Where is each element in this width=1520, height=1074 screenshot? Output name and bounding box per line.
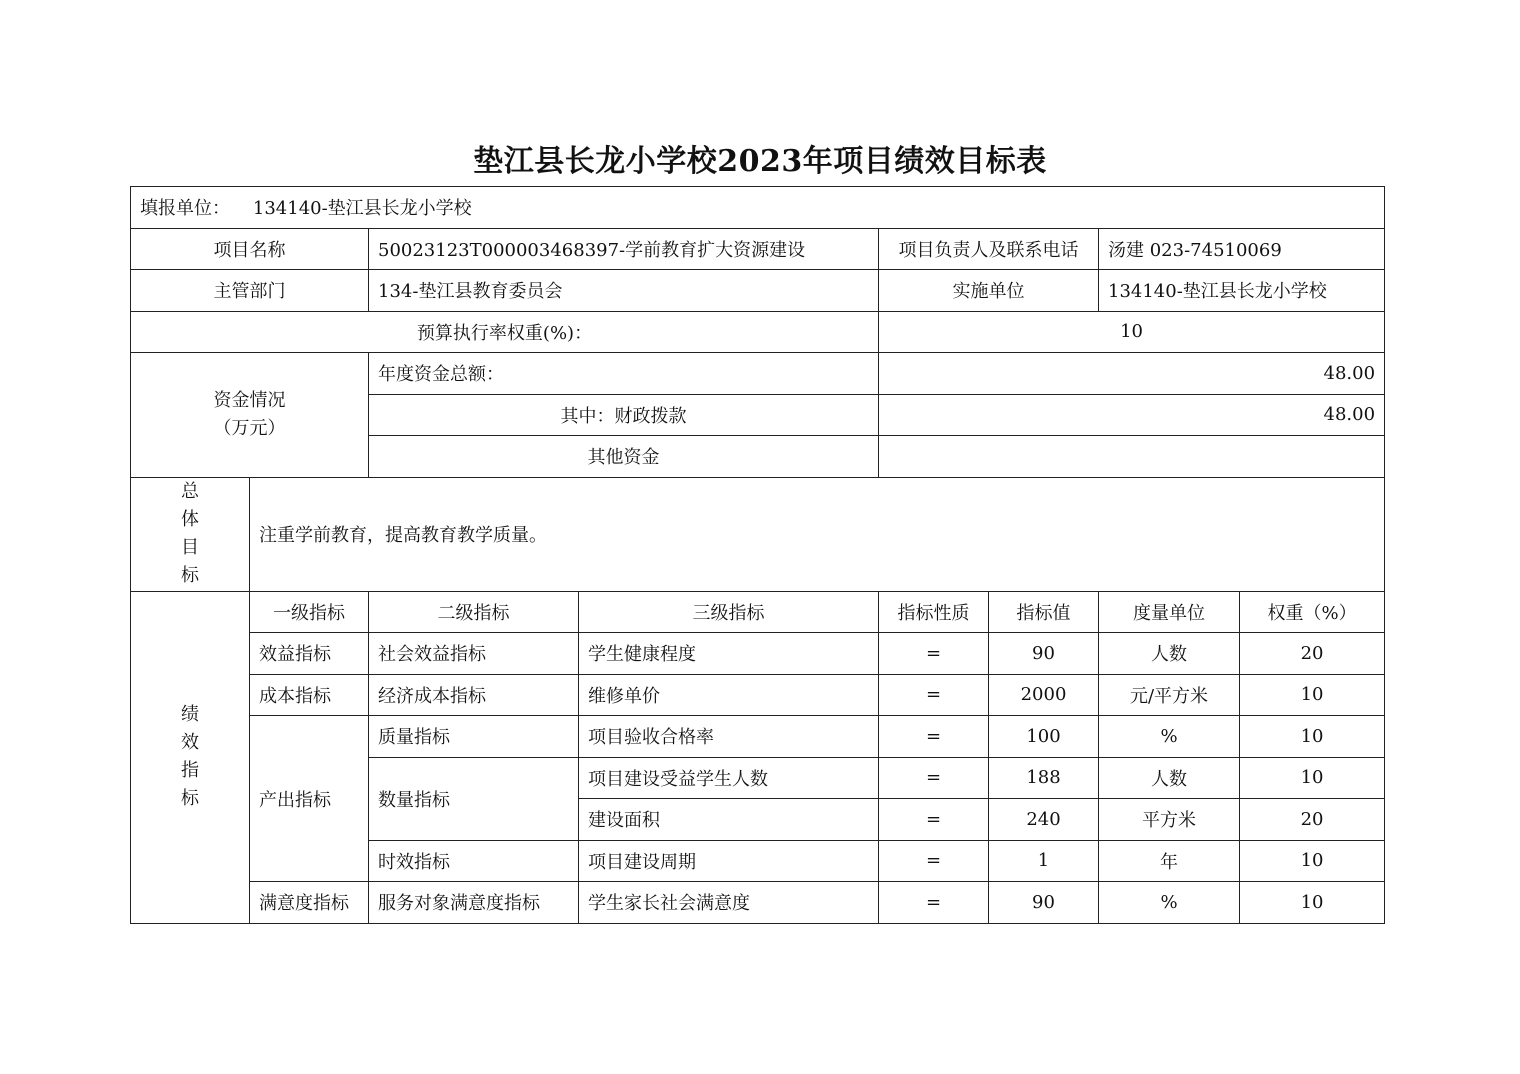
header-level1: 一级指标 <box>250 591 369 633</box>
budget-weight-value: 10 <box>879 311 1385 353</box>
indicator-nature: = <box>879 716 989 758</box>
indicator-name: 项目建设周期 <box>579 840 879 882</box>
indicator-nature: = <box>879 882 989 924</box>
indicator-name: 学生家长社会满意度 <box>579 882 879 924</box>
goal-label-char: 目 <box>181 537 199 558</box>
indicator-unit: 人数 <box>1099 633 1240 675</box>
header-level2: 二级指标 <box>369 591 579 633</box>
indicator-nature: = <box>879 840 989 882</box>
level2-cell: 经济成本指标 <box>369 674 579 716</box>
dept-value: 134-垫江县教育委员会 <box>369 270 879 312</box>
header-nature: 指标性质 <box>879 591 989 633</box>
perf-label-char: 标 <box>181 788 199 809</box>
funds-other-value <box>879 436 1385 478</box>
goal-row <box>131 477 1385 591</box>
header-value: 指标值 <box>989 591 1099 633</box>
indicator-weight: 10 <box>1240 716 1385 758</box>
goal-label <box>131 477 250 591</box>
level2-cell: 数量指标 <box>369 757 579 840</box>
table-row <box>131 633 1385 675</box>
goal-label-char: 总 <box>181 481 199 502</box>
funds-other-label: 其他资金 <box>369 436 879 478</box>
indicator-weight: 10 <box>1240 882 1385 924</box>
funds-total-row <box>131 353 1385 395</box>
project-owner-label: 项目负责人及联系电话 <box>879 228 1099 270</box>
level2-cell: 社会效益指标 <box>369 633 579 675</box>
funds-fiscal-value: 48.00 <box>879 394 1385 436</box>
indicator-value: 2000 <box>989 674 1099 716</box>
level1-cell: 效益指标 <box>250 633 369 675</box>
perf-header-row <box>131 591 1385 633</box>
indicator-name: 项目建设受益学生人数 <box>579 757 879 799</box>
filler-cell <box>131 187 1385 229</box>
indicator-value: 90 <box>989 633 1099 675</box>
indicator-weight: 10 <box>1240 674 1385 716</box>
indicator-value: 90 <box>989 882 1099 924</box>
level2-cell: 服务对象满意度指标 <box>369 882 579 924</box>
impl-unit-label: 实施单位 <box>879 270 1099 312</box>
indicator-weight: 20 <box>1240 633 1385 675</box>
level1-cell: 满意度指标 <box>250 882 369 924</box>
goal-label-char: 标 <box>181 565 199 586</box>
perf-label-char: 绩 <box>181 704 199 725</box>
indicator-unit: 平方米 <box>1099 799 1240 841</box>
funds-total-value: 48.00 <box>879 353 1385 395</box>
indicator-value: 188 <box>989 757 1099 799</box>
level2-cell: 时效指标 <box>369 840 579 882</box>
indicator-nature: = <box>879 799 989 841</box>
funds-label-line1: 资金情况 <box>213 389 286 411</box>
filler-label: 填报单位： <box>140 198 230 220</box>
level1-cell: 成本指标 <box>250 674 369 716</box>
goal-text: 注重学前教育，提高教育教学质量。 <box>250 477 1385 591</box>
indicator-weight: 10 <box>1240 840 1385 882</box>
dept-row <box>131 270 1385 312</box>
indicator-unit: 人数 <box>1099 757 1240 799</box>
table-row <box>131 716 1385 758</box>
project-owner-value: 汤建 023-74510069 <box>1099 228 1385 270</box>
indicator-unit: % <box>1099 882 1240 924</box>
budget-weight-label: 预算执行率权重(%)： <box>131 311 879 353</box>
indicator-weight: 20 <box>1240 799 1385 841</box>
filler-row <box>131 187 1385 229</box>
indicator-value: 100 <box>989 716 1099 758</box>
indicator-value: 1 <box>989 840 1099 882</box>
funds-label-line2: （万元） <box>213 417 286 439</box>
indicator-value: 240 <box>989 799 1099 841</box>
impl-unit-value: 134140-垫江县长龙小学校 <box>1099 270 1385 312</box>
perf-label-char: 效 <box>181 732 199 753</box>
indicator-name: 项目验收合格率 <box>579 716 879 758</box>
indicator-weight: 10 <box>1240 757 1385 799</box>
perf-label-char: 指 <box>181 760 199 781</box>
indicator-nature: = <box>879 757 989 799</box>
funds-label <box>131 353 369 478</box>
project-name-value: 50023123T000003468397-学前教育扩大资源建设 <box>369 228 879 270</box>
indicator-nature: = <box>879 674 989 716</box>
level2-cell: 质量指标 <box>369 716 579 758</box>
dept-label: 主管部门 <box>131 270 369 312</box>
indicator-unit: 元/平方米 <box>1099 674 1240 716</box>
project-row <box>131 228 1385 270</box>
perf-label <box>131 591 250 923</box>
level1-cell: 产出指标 <box>250 716 369 882</box>
budget-row <box>131 311 1385 353</box>
indicator-unit: 年 <box>1099 840 1240 882</box>
table-row <box>131 882 1385 924</box>
performance-target-table <box>130 186 1385 924</box>
funds-fiscal-label: 其中：财政拨款 <box>369 394 879 436</box>
header-level3: 三级指标 <box>579 591 879 633</box>
header-weight: 权重（%） <box>1240 591 1385 633</box>
indicator-unit: % <box>1099 716 1240 758</box>
indicator-name: 维修单价 <box>579 674 879 716</box>
indicator-nature: = <box>879 633 989 675</box>
indicator-name: 学生健康程度 <box>579 633 879 675</box>
header-unit: 度量单位 <box>1099 591 1240 633</box>
page-title: 垫江县长龙小学校2023年项目绩效目标表 <box>473 144 1047 179</box>
table-row <box>131 674 1385 716</box>
filler-value: 134140-垫江县长龙小学校 <box>252 198 472 220</box>
project-name-label: 项目名称 <box>131 228 369 270</box>
indicator-name: 建设面积 <box>579 799 879 841</box>
goal-label-char: 体 <box>181 509 199 530</box>
funds-total-label: 年度资金总额： <box>369 353 879 395</box>
